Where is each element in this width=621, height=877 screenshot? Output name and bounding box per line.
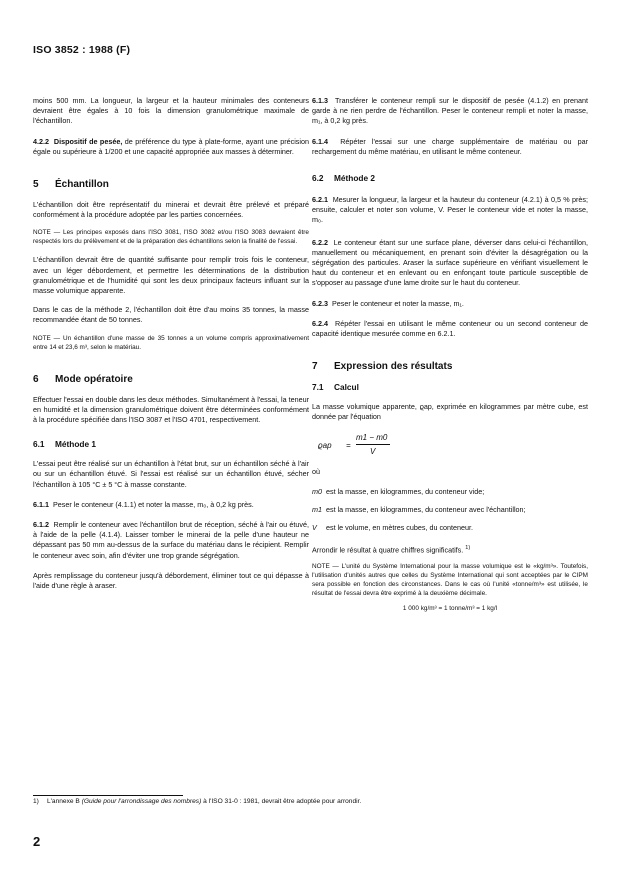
left-column: [33, 96, 309, 591]
clause-6-2-3: 6.2.3 Peser le conteneur et noter la masse, m₁.: [312, 298, 464, 308]
fraction-bar: [356, 444, 390, 445]
section-heading-6: 6 Mode opératoire: [33, 373, 133, 385]
note: NOTE — Un échantillon d'une masse de 35 tonnes a un volume compris approximativement entre 14 et 23,6 m³, selon le matériau.: [33, 334, 309, 351]
clause-6-2-2: 6.2.2 Le conteneur étant sur une surface plane, déverser dans celui-ci l'échantillon, manuellement ou mécaniquement, en prenant soin d'éviter la désagrégation ou la ségrégation des particules. Araser la surface supérieure en vérifiant visuellement le haut du conteneur et en enlevant ou en enfonçant toute particule susceptible de s'opposer au passage d'une lame droite sur le haut du conteneur.: [312, 237, 589, 288]
paragraph: L'échantillon doit être représentatif du minerai et devrait être prélevé et préparé conformément à la procédure adoptée par les parties concernées.: [33, 200, 309, 220]
clause-6-2-1: 6.2.1 Mesurer la longueur, la largeur et la hauteur du conteneur (4.2.1) à 0,5 % près; ensuite, calculer et noter son volume, V. Peser le conteneur vide et noter la masse, m₀.: [312, 195, 588, 225]
clause-6-1-4: 6.1.4 Répéter l'essai sur une charge supplémentaire de matériau ou par rechargement du même matériau, en utilisant le même conteneur.: [312, 136, 588, 156]
variable-definition: m0 est la masse, en kilogrammes, du conteneur vide;: [312, 486, 485, 496]
formula-lhs: ϱap: [318, 440, 332, 450]
clause-6-1-3: 6.1.3 Transférer le conteneur rempli sur le dispositif de pesée (4.1.2) en prenant garde à ne rien perdre de l'échantillon. Peser le conteneur rempli et noter la masse, m₁, à 0,2 kg près.: [312, 96, 589, 126]
header-title: ISO 3852 : 1988 (F): [33, 44, 131, 56]
note: NOTE — Les principes exposés dans l'ISO 3081, l'ISO 3082 et/ou l'ISO 3083 devraient être respectés lors du prélèvement et de la préparation des échantillons selon la finalité de l'essai.: [33, 229, 309, 246]
variable-definition: m1 est la masse, en kilogrammes, du conteneur avec l'échantillon;: [312, 505, 526, 515]
formula-numerator: m1 − m0: [356, 432, 388, 442]
clause-4-2-2: 4.2.2 Dispositif de pesée, de préférence du type à plate-forme, ayant une précision égale ou supérieure à 1/200 et une capacité appropriée aux masses à déterminer.: [33, 136, 309, 156]
section-heading-6-2: 6.2 Méthode 2: [312, 173, 376, 184]
section-heading-5: 5 Échantillon: [33, 179, 109, 191]
where-label: où: [312, 466, 320, 476]
paragraph: Après remplissage du conteneur jusqu'à débordement, éliminer tout ce qui dépasse à l'aide d'une règle à araser.: [33, 570, 309, 591]
clause-6-1-2: 6.1.2 Remplir le conteneur avec l'échantillon brut de réception, séché à l'air ou étuvé, à l'aide de la pelle (4.1.4). Laisser tomber le minerai de la pelle d'une hauteur ne dépassant pas 50 mm au-dessus de la surface du matériau dans le récipient. Remplir le conteneur avec soin, afin d'éviter une trop grande ségrégation.: [33, 520, 309, 560]
variable-definition: V est le volume, en mètres cubes, du conteneur.: [312, 523, 474, 533]
paragraph: La masse volumique apparente, ϱap, exprimée en kilogrammes par mètre cube, est donnée par l'équation: [312, 402, 588, 422]
footnote-reference: 1): [465, 545, 471, 552]
rounding-instruction: Arrondir le résultat à quatre chiffres significatifs. $^{1)}$: [312, 545, 471, 555]
paragraph: moins 500 mm. La longueur, la largeur et la hauteur minimales des conteneurs devraient être égales à 10 fois la dimension granulométrique maximale de l'échantillon.: [33, 96, 309, 126]
formula-denominator: V: [370, 446, 376, 456]
section-heading-6-1: 6.1 Méthode 1: [33, 439, 97, 450]
formula-equals: =: [346, 440, 351, 450]
clause-6-1-1: 6.1.1 Peser le conteneur (4.1.1) et noter la masse, m₀, à 0,2 kg près.: [33, 499, 254, 509]
unit-conversion: 1 000 kg/m³ = 1 tonne/m³ = 1 kg/l: [402, 605, 498, 613]
paragraph: L'échantillon devrait être de quantité suffisante pour remplir trois fois le conteneur, avec un léger débordement, et permettre les déterminations de la distribution granulométrique et de l'humidité qui sont les deux principaux facteurs influant sur la masse volumique apparente.: [33, 255, 309, 296]
page-number: 2: [33, 834, 41, 849]
right-column: [312, 96, 588, 613]
paragraph: Effectuer l'essai en double dans les deux méthodes. Simultanément à l'essai, la teneur en humidité et la dimension granulométrique doivent être déterminées conformément à la procédure spécifiée dans l'ISO 3087 et l'ISO 4701, respectivement.: [33, 394, 309, 425]
paragraph: Dans le cas de la méthode 2, l'échantillon doit être d'au moins 35 tonnes, la masse recommandée étant de 50 tonnes.: [33, 305, 309, 325]
section-heading-7: 7 Expression des résultats: [312, 361, 453, 373]
footnote: 1) L'annexe B (Guide pour l'arrondissage des nombres) à l'ISO 31-0 : 1981, devrait être adoptée pour arrondir.: [33, 798, 362, 805]
footnote-divider: [33, 795, 183, 796]
section-heading-7-1: 7.1 Calcul: [312, 382, 359, 393]
formula: [318, 433, 588, 459]
clause-6-2-4: 6.2.4 Répéter l'essai en utilisant le même conteneur ou un second conteneur de capacité identique mesurée comme en 6.2.1.: [312, 318, 589, 339]
note: NOTE — L'unité du Système International pour la masse volumique est le «kg/m³». Toutefois, l'utilisation d'unités autres que celles du Système International qui sont acceptées par le CIPM sera possible en fonction des circonstances. Dans le cas où l'unité «tonne/m³» est utilisée, le résultat de l'essai devra être exprimé à la deuxième décimale.: [312, 563, 588, 598]
paragraph: L'essai peut être réalisé sur un échantillon à l'état brut, sur un échantillon séché à l'air ou sur un échantillon étuvé. Si l'essai est réalisé sur un échantillon étuvé, sécher l'échantillon à 105 °C ± 5 °C à masse constante.: [33, 459, 309, 489]
